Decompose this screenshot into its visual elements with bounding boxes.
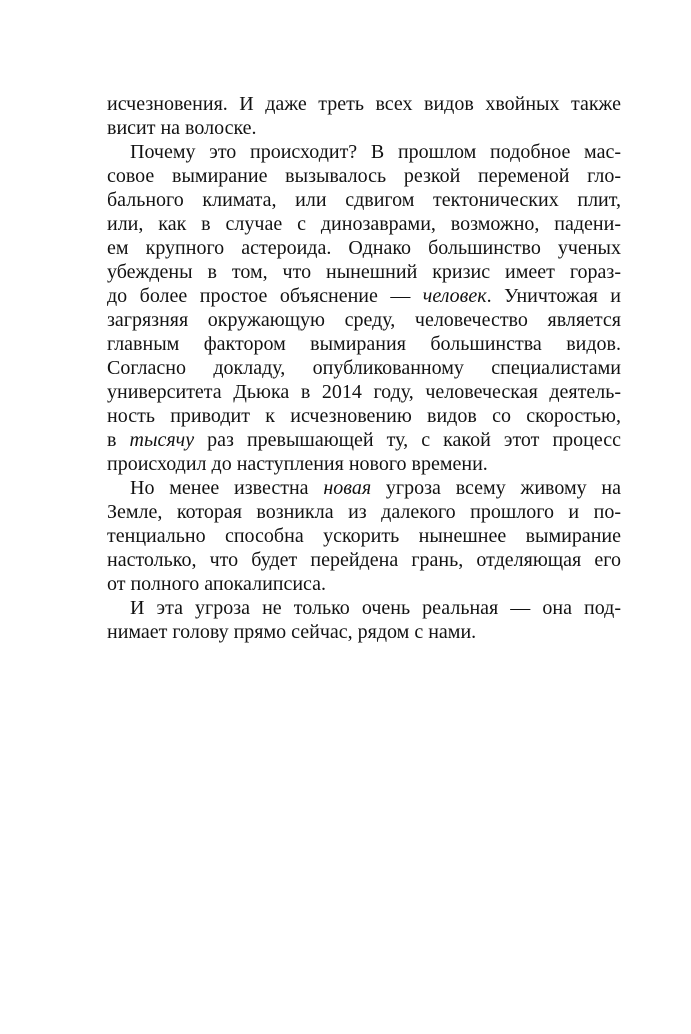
text-segment: в [107,429,130,451]
text-line [107,284,621,308]
text-segment: университета Дьюка в 2014 году, человеческая деятель- [107,381,621,403]
text-line [107,332,621,356]
paragraph [107,476,621,596]
text-segment: загрязняя окружающую среду, человечество является [107,309,621,331]
text-segment: раз превышающей ту, с какой этот процесс [194,429,621,451]
emphasis-text: человек [422,285,487,307]
text-line [107,572,621,596]
text-segment: убеждены в том, что нынешний кризис имеет гораз- [107,261,621,283]
text-segment: угроза всему живому на [371,477,621,499]
text-line [107,476,621,500]
text-segment: тенциально способна ускорить нынешнее вымирание [107,525,621,547]
text-line [107,524,621,548]
text-line [107,596,621,620]
paragraph [107,140,621,476]
text-segment: или, как в случае с динозаврами, возможно, падени- [107,213,621,235]
text-line [107,404,621,428]
text-line [107,164,621,188]
emphasis-text: новая [323,477,372,499]
emphasis-text: тысячу [129,429,195,451]
text-segment: Но менее известна [130,477,324,499]
text-line [107,428,621,452]
paragraph [107,596,621,644]
paragraph [107,92,621,140]
text-line [107,548,621,572]
text-segment: ем крупного астероида. Однако большинство ученых [107,237,621,259]
text-line [107,308,621,332]
text-line [107,92,621,116]
text-line [107,212,621,236]
text-segment: Земле, которая возникла из далекого прошлого и по- [107,501,621,523]
text-line [107,116,621,140]
text-segment: до более простое объяснение — [107,285,423,307]
text-line [107,452,621,476]
text-line [107,260,621,284]
text-line [107,500,621,524]
text-segment: настолько, что будет перейдена грань, отделяющая его [107,549,621,571]
text-segment: главным фактором вымирания большинства видов. [107,333,621,355]
text-segment: И эта угроза не только очень реальная — она под- [130,597,621,619]
text-block [107,92,621,644]
text-segment: Почему это происходит? В прошлом подобное мас- [130,141,621,163]
text-segment: от полного апокалипсиса. [107,573,327,595]
text-line [107,620,621,644]
text-segment: висит на волоске. [107,117,257,139]
text-line [107,380,621,404]
text-segment: . Уничтожая и [486,285,621,307]
text-segment: происходил до наступления нового времени. [107,453,488,475]
text-segment: бального климата, или сдвигом тектонических плит, [107,189,621,211]
text-segment: нимает голову прямо сейчас, рядом с нами. [107,621,477,643]
text-line [107,140,621,164]
text-segment: ность приводит к исчезновению видов со скоростью, [107,405,621,427]
text-segment: Согласно докладу, опубликованному специалистами [107,357,621,379]
text-line [107,188,621,212]
text-segment: исчезновения. И даже треть всех видов хвойных также [107,93,621,115]
text-line [107,236,621,260]
text-line [107,356,621,380]
text-segment: совое вымирание вызывалось резкой переменой гло- [107,165,621,187]
